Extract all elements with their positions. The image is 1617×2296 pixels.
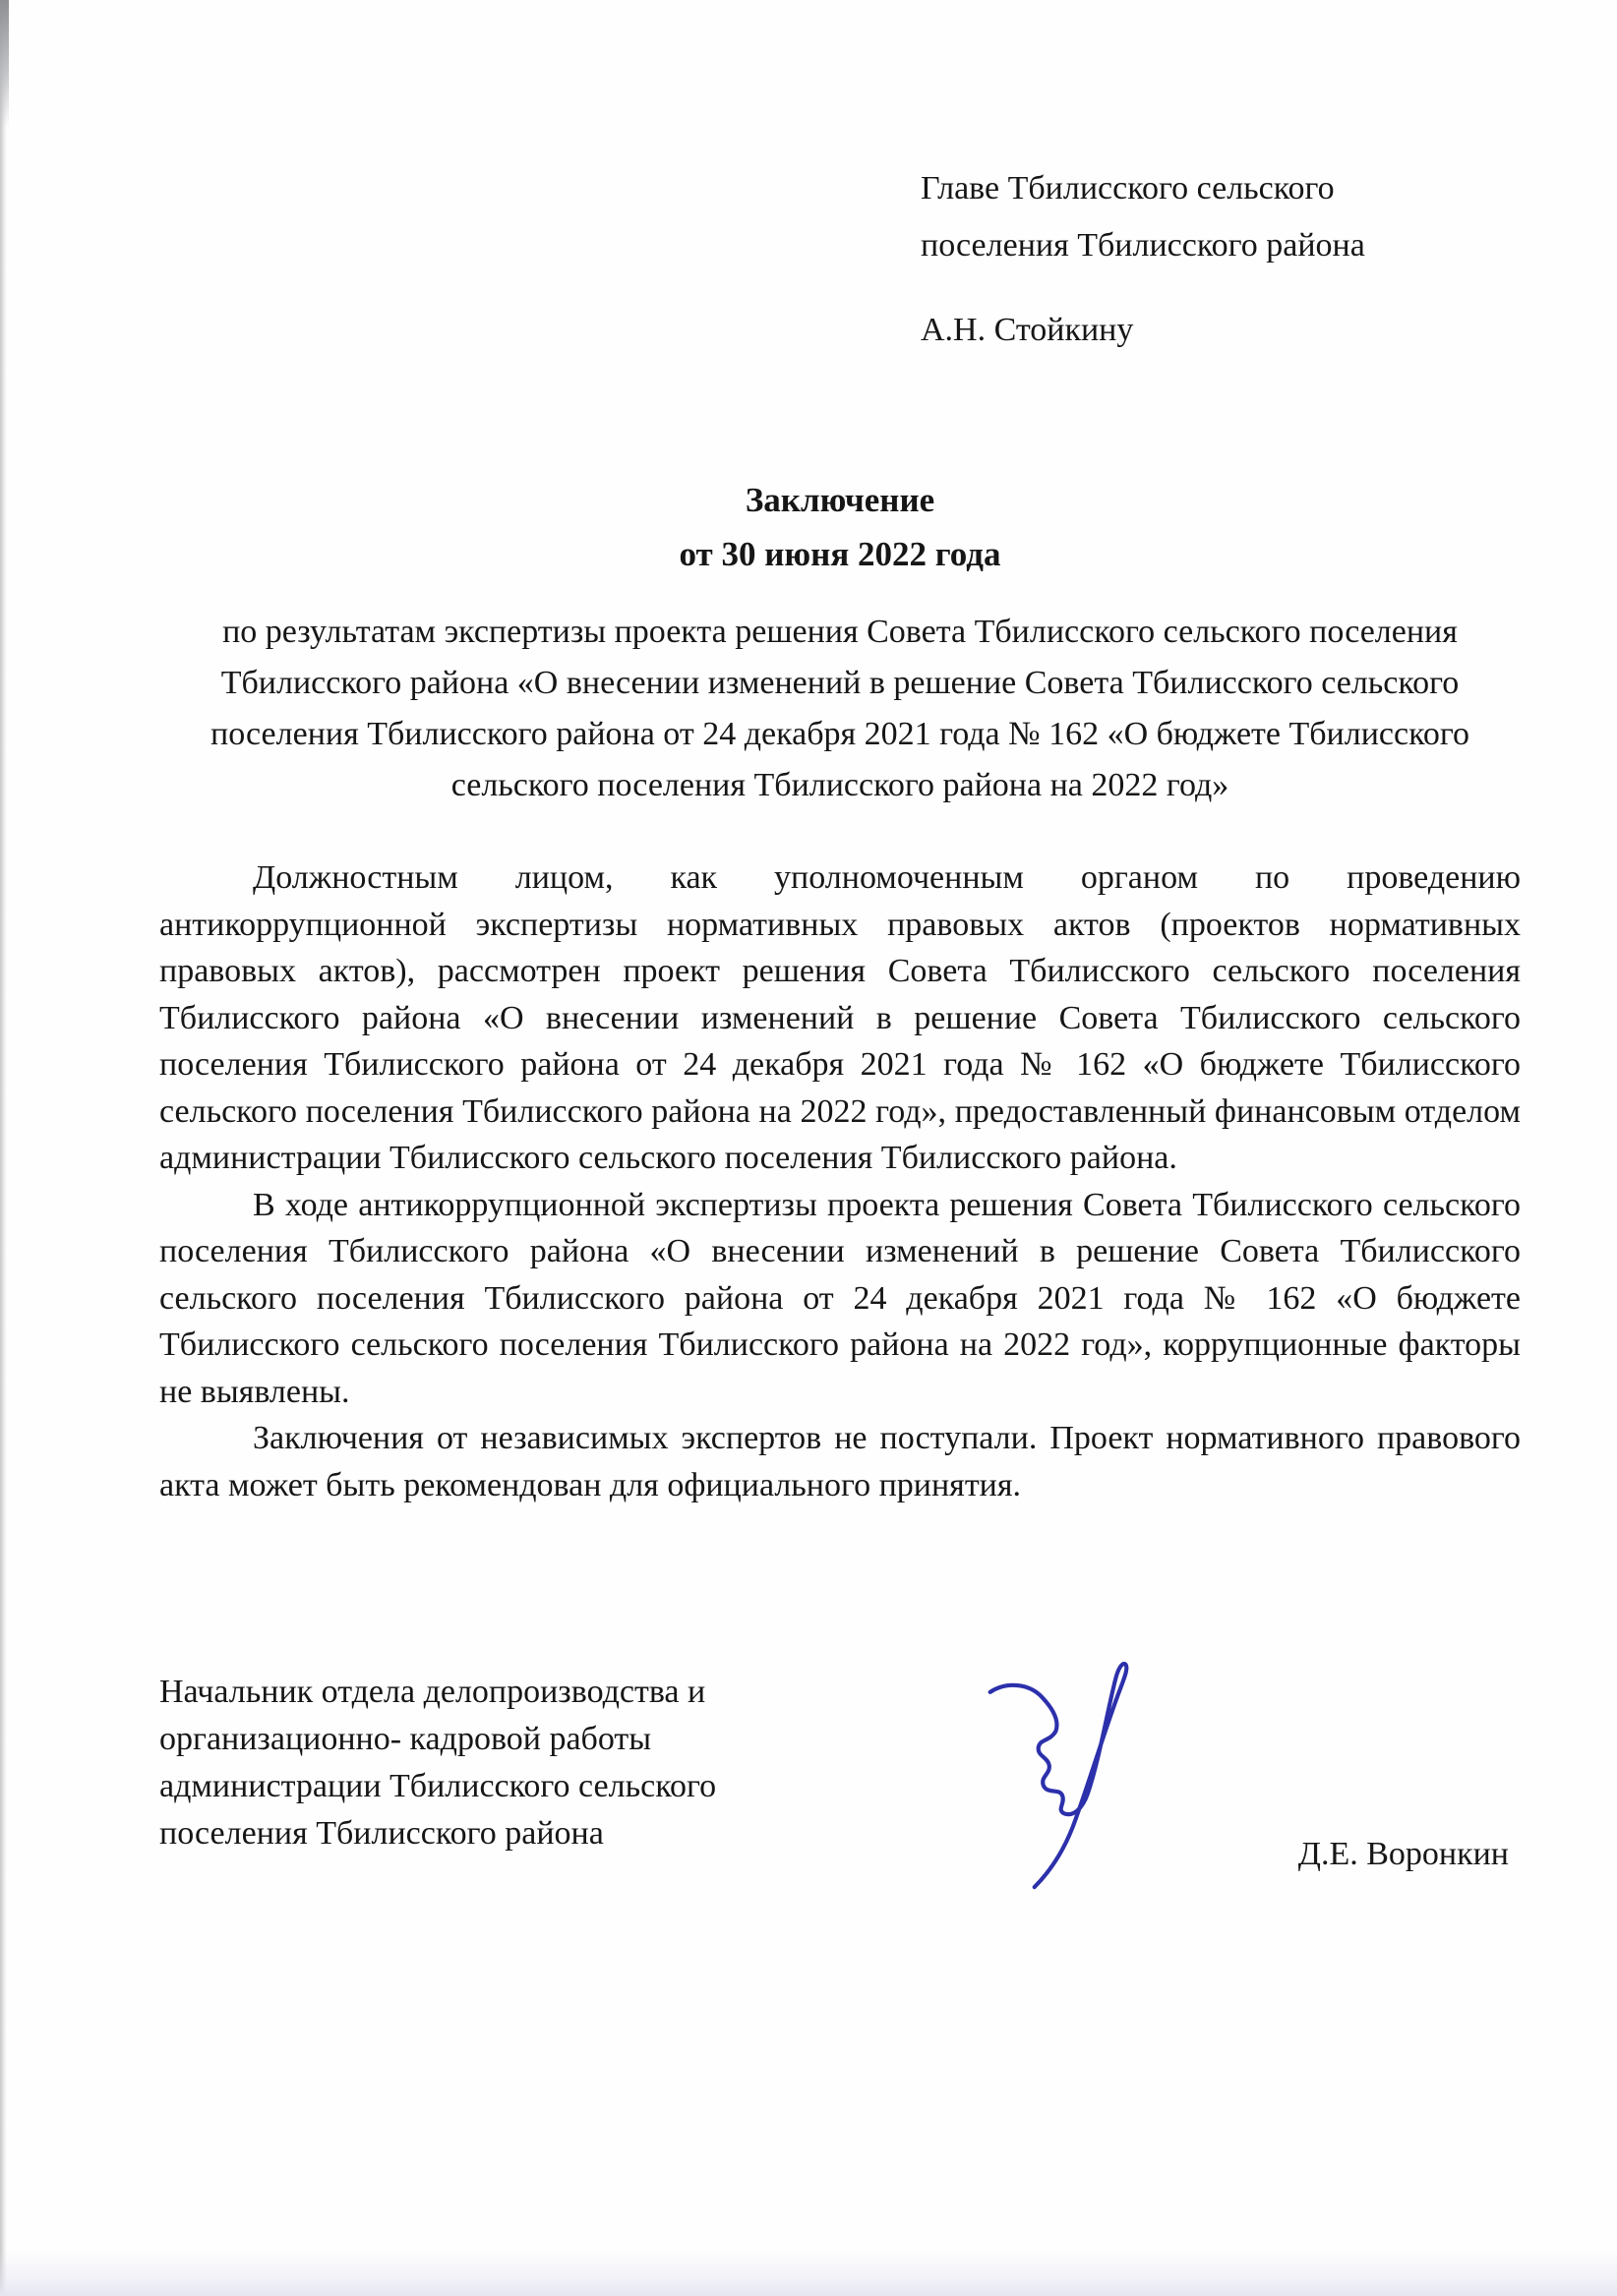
scan-edge-bottom [0, 2251, 1617, 2296]
body-paragraph: Должностным лицом, как уполномоченным органом по проведению антикоррупционной экспертизы нормативных правовых актов (проектов нормативных правовых актов), рассмотрен проект решения Совета Тбилисского сельского поселения Тбилисского района «О внесении изменений в решение Совета Тбилисского сельского поселения Тбилисского района от 24 декабря 2021 года № 162 «О бюджете Тбилисского сельского поселения Тбилисского района на 2022 год», предоставленный финансовым отделом администрации Тбилисского сельского поселения Тбилисского района. [159, 859, 1521, 1176]
signer-name: Д.Е. Воронкин [1297, 1836, 1509, 1872]
addressee-block [921, 160, 1521, 359]
signer-title-line: администрации Тбилисского сельского [159, 1768, 717, 1804]
signer-title-line: Начальник отдела делопроизводства и [159, 1674, 706, 1710]
signer-title-line: поселения Тбилисского района [159, 1815, 604, 1852]
addressee-line: Главе Тбилисского сельского [921, 170, 1335, 206]
body-block [159, 854, 1521, 1508]
signer-title-line: организационно- кадровой работы [159, 1721, 652, 1757]
document-title [159, 473, 1521, 581]
addressee-name: А.Н. Стойкину [921, 312, 1134, 348]
handwritten-signature-icon [974, 1647, 1141, 1893]
addressee-line: поселения Тбилисского района [921, 227, 1365, 264]
signer-title-block [159, 1669, 1521, 1857]
scan-edge-left [0, 0, 7, 2296]
scan-edge-left-top-mark [0, 0, 9, 128]
document-content [159, 0, 1521, 1924]
document-date-line: от 30 июня 2022 года [679, 535, 1001, 573]
body-paragraph: Заключения от независимых экспертов не поступали. Проект нормативного правового акта может быть рекомендован для официального принятия. [159, 1420, 1521, 1503]
body-paragraph: В ходе антикоррупционной экспертизы проекта решения Совета Тбилисского сельского поселения Тбилисского района «О внесении изменений в решение Совета Тбилисского сельского поселения Тбилисского района от 24 декабря 2021 года № 162 «О бюджете Тбилисского сельского поселения Тбилисского района на 2022 год», коррупционные факторы не выявлены. [159, 1186, 1521, 1410]
signature-row [159, 1669, 1521, 1924]
document-title-line: Заключение [745, 481, 935, 519]
subject-paragraph: по результатам экспертизы проекта решения Совета Тбилисского сельского поселения Тбилисского района «О внесении изменений в решение Совета Тбилисского сельского поселения Тбилисского района от 24 декабря 2021 года № 162 «О бюджете Тбилисского сельского поселения Тбилисского района на 2022 год» [210, 614, 1469, 803]
